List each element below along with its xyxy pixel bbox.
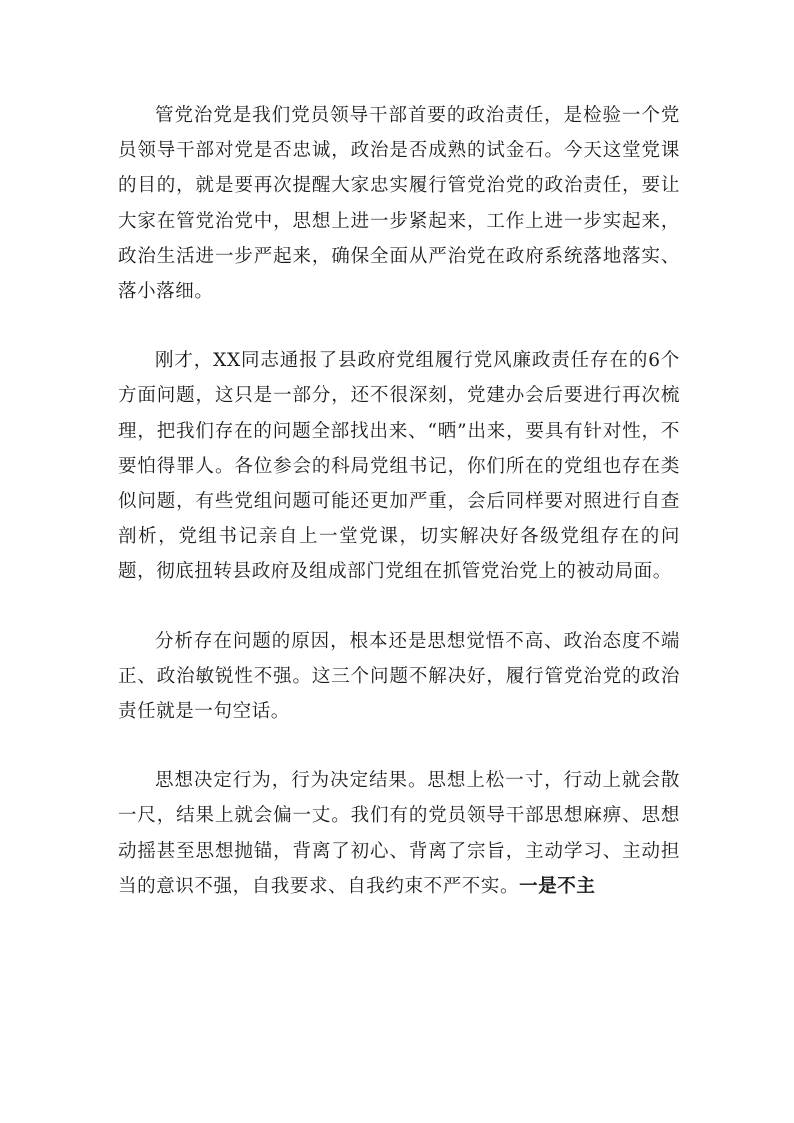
paragraph-4-text: 思想决定行为，行为决定结果。思想上松一寸，行动上就会散一尺，结果上就会偏一丈。我们有的党员领导干部思想麻痹、思想动摇甚至思想抛锚，背离了初心、背离了宗旨，主动学习、主动担当的意识不强，自我要求、自我约束不严不实。: [118, 770, 680, 897]
paragraph-2-text: 刚才，XX同志通报了县政府党组履行党风廉政责任存在的6个方面问题，这只是一部分，还不很深刻，党建办会后要进行再次梳理，把我们存在的问题全部找出来、“晒”出来，要具有针对性，不要怕得罪人。各位参会的科局党组书记，你们所在的党组也存在类似问题，有些党组问题可能还更加严重，会后同样要对照进行自查剖析，党组书记亲自上一堂党课，切实解决好各级党组存在的问题，彻底扭转县政府及组成部门党组在抓管党治党上的被动局面。: [118, 350, 680, 583]
paragraph-2: [118, 343, 680, 589]
paragraph-1: [118, 98, 680, 309]
paragraph-1-text: 管党治党是我们党员领导干部首要的政治责任，是检验一个党员领导干部对党是否忠诚，政治是否成熟的试金石。今天这堂党课的目的，就是要再次提醒大家忠实履行管党治党的政治责任，要让大家在管党治党中，思想上进一步紧起来，工作上进一步实起来，政治生活进一步严起来，确保全面从严治党在政府系统落地落实、落小落细。: [118, 105, 680, 303]
paragraph-3-text: 分析存在问题的原因，根本还是思想觉悟不高、政治态度不端正、政治敏锐性不强。这三个问题不解决好，履行管党治党的政治责任就是一句空话。: [118, 630, 680, 723]
paragraph-4: [118, 763, 680, 904]
paragraph-4-bold-tail: 一是不主: [519, 875, 596, 897]
document-body: [118, 98, 680, 904]
paragraph-3: [118, 624, 680, 730]
